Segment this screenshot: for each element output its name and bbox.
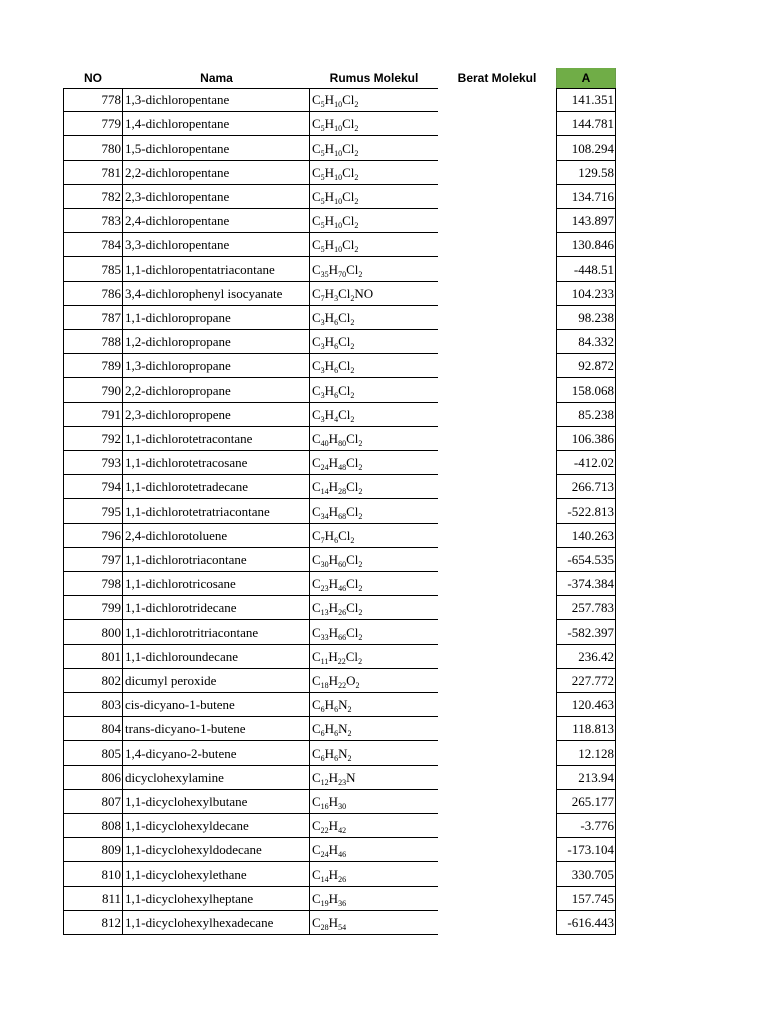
cell-no: 810 bbox=[63, 862, 123, 887]
cell-no: 804 bbox=[63, 717, 123, 741]
cell-nama: 1,1-dicyclohexylethane bbox=[123, 862, 310, 887]
cell-nama: 1,3-dichloropentane bbox=[123, 88, 310, 112]
cell-rumus-molekul: $C_{24}H_{46}$ bbox=[310, 838, 438, 862]
cell-nama: 2,2-dichloropentane bbox=[123, 161, 310, 185]
cell-no: 795 bbox=[63, 499, 123, 524]
cell-a: -522.813 bbox=[556, 499, 616, 524]
cell-nama: 1,1-dichlorotricosane bbox=[123, 572, 310, 596]
cell-nama: 1,4-dicyano-2-butene bbox=[123, 741, 310, 766]
cell-nama: 1,4-dichloropentane bbox=[123, 112, 310, 136]
cell-a: -616.443 bbox=[556, 911, 616, 935]
cell-no: 792 bbox=[63, 427, 123, 451]
cell-a: 106.386 bbox=[556, 427, 616, 451]
cell-rumus-molekul: $C_{14}H_{28}Cl_2$ bbox=[310, 475, 438, 499]
cell-rumus-molekul: $C_{12}H_{23}N$ bbox=[310, 766, 438, 790]
cell-no: 793 bbox=[63, 451, 123, 475]
cell-a: 98.238 bbox=[556, 306, 616, 330]
cell-no: 801 bbox=[63, 645, 123, 669]
cell-no: 808 bbox=[63, 814, 123, 838]
cell-rumus-molekul: $C_{11}H_{22}Cl_2$ bbox=[310, 645, 438, 669]
cell-rumus-molekul: $C_{16}H_{30}$ bbox=[310, 790, 438, 814]
cell-nama: 1,1-dichlorotritriacontane bbox=[123, 620, 310, 645]
cell-a: 12.128 bbox=[556, 741, 616, 766]
cell-a: -3.776 bbox=[556, 814, 616, 838]
cell-rumus-molekul: $C_{13}H_{26}Cl_2$ bbox=[310, 596, 438, 620]
cell-a: -412.02 bbox=[556, 451, 616, 475]
cell-rumus-molekul: $C_6H_6N_2$ bbox=[310, 693, 438, 717]
cell-rumus-molekul: $C_{33}H_{66}Cl_2$ bbox=[310, 620, 438, 645]
header-rumus-molekul: Rumus Molekul bbox=[329, 71, 419, 85]
cell-a: -173.104 bbox=[556, 838, 616, 862]
cell-no: 778 bbox=[63, 88, 123, 112]
cell-rumus-molekul: $C_7H_6Cl_2$ bbox=[310, 524, 438, 548]
cell-rumus-molekul: $C_{28}H_{54}$ bbox=[310, 911, 438, 935]
cell-a: 85.238 bbox=[556, 403, 616, 427]
cell-a: 130.846 bbox=[556, 233, 616, 257]
cell-no: 787 bbox=[63, 306, 123, 330]
cell-a: 236.42 bbox=[556, 645, 616, 669]
cell-nama: 1,1-dichlorotridecane bbox=[123, 596, 310, 620]
cell-rumus-molekul: $C_{35}H_{70}Cl_2$ bbox=[310, 257, 438, 282]
cell-no: 790 bbox=[63, 378, 123, 403]
cell-no: 812 bbox=[63, 911, 123, 935]
cell-no: 794 bbox=[63, 475, 123, 499]
cell-nama: 1,1-dichloropropane bbox=[123, 306, 310, 330]
cell-nama: dicyclohexylamine bbox=[123, 766, 310, 790]
cell-rumus-molekul: $C_5H_{10}Cl_2$ bbox=[310, 161, 438, 185]
cell-a: 84.332 bbox=[556, 330, 616, 354]
cell-a: 157.745 bbox=[556, 887, 616, 911]
cell-a: -582.397 bbox=[556, 620, 616, 645]
cell-nama: 1,1-dichlorotetracontane bbox=[123, 427, 310, 451]
cell-no: 779 bbox=[63, 112, 123, 136]
cell-nama: 2,4-dichloropentane bbox=[123, 209, 310, 233]
cell-nama: 2,4-dichlorotoluene bbox=[123, 524, 310, 548]
cell-nama: 1,1-dichloroundecane bbox=[123, 645, 310, 669]
cell-nama: trans-dicyano-1-butene bbox=[123, 717, 310, 741]
cell-nama: 1,1-dichlorotetradecane bbox=[123, 475, 310, 499]
cell-rumus-molekul: $C_{14}H_{26}$ bbox=[310, 862, 438, 887]
cell-a: 143.897 bbox=[556, 209, 616, 233]
cell-rumus-molekul: $C_3H_6Cl_2$ bbox=[310, 330, 438, 354]
cell-no: 811 bbox=[63, 887, 123, 911]
cell-a: 129.58 bbox=[556, 161, 616, 185]
cell-nama: 1,5-dichloropentane bbox=[123, 136, 310, 161]
cell-nama: 3,3-dichloropentane bbox=[123, 233, 310, 257]
cell-rumus-molekul: $C_{23}H_{46}Cl_2$ bbox=[310, 572, 438, 596]
cell-no: 791 bbox=[63, 403, 123, 427]
cell-rumus-molekul: $C_{24}H_{48}Cl_2$ bbox=[310, 451, 438, 475]
cell-rumus-molekul: $C_{22}H_{42}$ bbox=[310, 814, 438, 838]
header-no: NO bbox=[84, 71, 102, 85]
cell-no: 782 bbox=[63, 185, 123, 209]
cell-nama: 1,1-dicyclohexyldodecane bbox=[123, 838, 310, 862]
cell-a: 134.716 bbox=[556, 185, 616, 209]
cell-no: 796 bbox=[63, 524, 123, 548]
cell-nama: 2,3-dichloropropene bbox=[123, 403, 310, 427]
cell-nama: cis-dicyano-1-butene bbox=[123, 693, 310, 717]
cell-nama: 1,1-dichlorotetratriacontane bbox=[123, 499, 310, 524]
cell-no: 800 bbox=[63, 620, 123, 645]
cell-rumus-molekul: $C_3H_6Cl_2$ bbox=[310, 378, 438, 403]
cell-rumus-molekul: $C_5H_{10}Cl_2$ bbox=[310, 209, 438, 233]
cell-a: 120.463 bbox=[556, 693, 616, 717]
header-nama: Nama bbox=[200, 71, 233, 85]
cell-a: -374.384 bbox=[556, 572, 616, 596]
cell-a: 104.233 bbox=[556, 282, 616, 306]
cell-rumus-molekul: $C_{34}H_{68}Cl_2$ bbox=[310, 499, 438, 524]
cell-no: 797 bbox=[63, 548, 123, 572]
cell-no: 780 bbox=[63, 136, 123, 161]
cell-no: 805 bbox=[63, 741, 123, 766]
cell-rumus-molekul: $C_5H_{10}Cl_2$ bbox=[310, 185, 438, 209]
header-a: A bbox=[556, 68, 616, 88]
cell-nama: 1,1-dicyclohexylhexadecane bbox=[123, 911, 310, 935]
cell-no: 788 bbox=[63, 330, 123, 354]
cell-a: 92.872 bbox=[556, 354, 616, 378]
cell-rumus-molekul: $C_5H_{10}Cl_2$ bbox=[310, 112, 438, 136]
cell-rumus-molekul: $C_{30}H_{60}Cl_2$ bbox=[310, 548, 438, 572]
cell-no: 785 bbox=[63, 257, 123, 282]
cell-nama: 1,1-dicyclohexyldecane bbox=[123, 814, 310, 838]
cell-nama: 2,2-dichloropropane bbox=[123, 378, 310, 403]
cell-rumus-molekul: $C_6H_6N_2$ bbox=[310, 717, 438, 741]
cell-no: 784 bbox=[63, 233, 123, 257]
cell-no: 781 bbox=[63, 161, 123, 185]
cell-a: 118.813 bbox=[556, 717, 616, 741]
cell-nama: 1,1-dichlorotetracosane bbox=[123, 451, 310, 475]
cell-no: 807 bbox=[63, 790, 123, 814]
cell-a: 140.263 bbox=[556, 524, 616, 548]
cell-nama: 1,1-dichlorotriacontane bbox=[123, 548, 310, 572]
cell-nama: 3,4-dichlorophenyl isocyanate bbox=[123, 282, 310, 306]
cell-rumus-molekul: $C_{19}H_{36}$ bbox=[310, 887, 438, 911]
cell-a: 265.177 bbox=[556, 790, 616, 814]
cell-no: 783 bbox=[63, 209, 123, 233]
cell-nama: 1,1-dicyclohexylbutane bbox=[123, 790, 310, 814]
cell-a: -654.535 bbox=[556, 548, 616, 572]
cell-no: 798 bbox=[63, 572, 123, 596]
cell-no: 809 bbox=[63, 838, 123, 862]
cell-rumus-molekul: $C_6H_6N_2$ bbox=[310, 741, 438, 766]
cell-no: 789 bbox=[63, 354, 123, 378]
cell-rumus-molekul: $C_7H_3Cl_2NO$ bbox=[310, 282, 438, 306]
cell-rumus-molekul: $C_3H_6Cl_2$ bbox=[310, 354, 438, 378]
cell-a: 108.294 bbox=[556, 136, 616, 161]
header-berat-molekul: Berat Molekul bbox=[457, 71, 537, 85]
cell-rumus-molekul: $C_3H_4Cl_2$ bbox=[310, 403, 438, 427]
cell-rumus-molekul: $C_5H_{10}Cl_2$ bbox=[310, 233, 438, 257]
cell-a: 266.713 bbox=[556, 475, 616, 499]
cell-no: 786 bbox=[63, 282, 123, 306]
cell-a: 158.068 bbox=[556, 378, 616, 403]
cell-a: 227.772 bbox=[556, 669, 616, 693]
cell-a: 144.781 bbox=[556, 112, 616, 136]
cell-no: 799 bbox=[63, 596, 123, 620]
cell-no: 803 bbox=[63, 693, 123, 717]
cell-nama: dicumyl peroxide bbox=[123, 669, 310, 693]
cell-rumus-molekul: $C_3H_6Cl_2$ bbox=[310, 306, 438, 330]
cell-a: 213.94 bbox=[556, 766, 616, 790]
cell-rumus-molekul: $C_5H_{10}Cl_2$ bbox=[310, 88, 438, 112]
cell-rumus-molekul: $C_{18}H_{22}O_2$ bbox=[310, 669, 438, 693]
cell-a: 257.783 bbox=[556, 596, 616, 620]
cell-no: 802 bbox=[63, 669, 123, 693]
cell-nama: 1,2-dichloropropane bbox=[123, 330, 310, 354]
cell-a: -448.51 bbox=[556, 257, 616, 282]
cell-rumus-molekul: $C_5H_{10}Cl_2$ bbox=[310, 136, 438, 161]
cell-nama: 1,3-dichloropropane bbox=[123, 354, 310, 378]
cell-nama: 2,3-dichloropentane bbox=[123, 185, 310, 209]
cell-nama: 1,1-dicyclohexylheptane bbox=[123, 887, 310, 911]
cell-no: 806 bbox=[63, 766, 123, 790]
cell-rumus-molekul: $C_{40}H_{80}Cl_2$ bbox=[310, 427, 438, 451]
cell-nama: 1,1-dichloropentatriacontane bbox=[123, 257, 310, 282]
cell-a: 330.705 bbox=[556, 862, 616, 887]
cell-a: 141.351 bbox=[556, 88, 616, 112]
